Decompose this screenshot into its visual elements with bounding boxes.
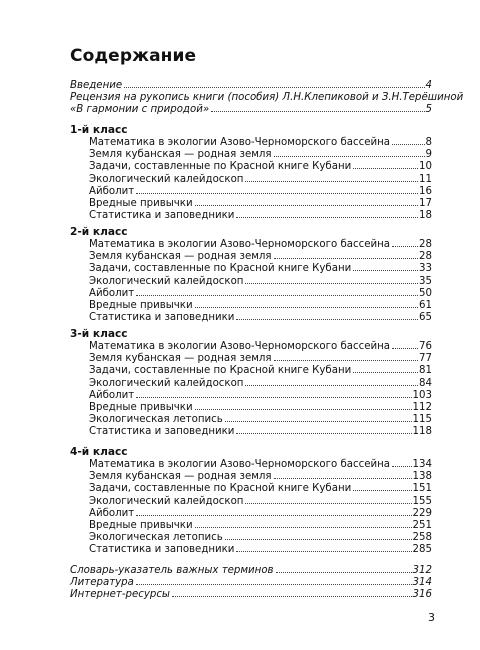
toc-entry-title: Введение (70, 80, 123, 91)
toc-entry-title: Математика в экологии Азово-Черноморского бассейна (89, 459, 391, 470)
toc-entry[interactable] (70, 483, 432, 495)
toc-entry-page: 84 (419, 377, 432, 389)
toc-entry[interactable] (70, 312, 432, 324)
toc-entry-title: Айболит (89, 287, 135, 299)
toc-entry-title: Экологический калейдоскоп (89, 377, 244, 389)
toc-entry-title: Земля кубанская — родная земля (89, 149, 272, 161)
toc-entry[interactable] (70, 80, 432, 92)
toc-entry[interactable] (70, 390, 432, 402)
toc-entry-page: 17 (419, 198, 432, 210)
toc-entry-title: Литература (70, 577, 134, 589)
toc-entry-title: Математика в экологии Азово-Черноморского бассейна (89, 239, 391, 250)
toc-entry-page: 5 (425, 104, 432, 116)
section-heading: 3-й класс (70, 328, 128, 340)
toc-entry-page: 35 (419, 275, 432, 287)
toc-entry[interactable] (70, 532, 432, 544)
toc-entry-page: 4 (425, 80, 432, 91)
toc-entry-title: «В гармонии с природой» (70, 104, 210, 116)
toc-review-line1: Рецензия на рукопись книги (пособия) Л.Н.Клепиковой и З.Н.Терёшиной (70, 92, 464, 104)
toc-entry-title: Математика в экологии Азово-Черноморского бассейна (89, 341, 391, 352)
toc-entry-page: 134 (412, 459, 432, 470)
toc-section-4 (70, 446, 432, 557)
toc-entry[interactable] (70, 288, 432, 300)
toc-entry-title: Интернет-ресурсы (70, 589, 170, 601)
toc-entry-page: 258 (412, 532, 432, 544)
toc-entry-title: Вредные привычки (89, 198, 193, 210)
toc-entry[interactable] (70, 161, 432, 173)
toc-entry-title: Задачи, составленные по Красной книге Кубани (89, 263, 352, 275)
toc-entry[interactable] (70, 300, 432, 312)
toc-entry[interactable] (70, 198, 432, 210)
toc-entry-title: Вредные привычки (89, 520, 193, 532)
toc-entry[interactable] (70, 544, 432, 556)
toc-entry-page: 151 (412, 483, 432, 495)
toc-entry-page: 316 (412, 589, 432, 601)
toc-section-2 (70, 226, 432, 324)
toc-entry[interactable] (70, 459, 432, 471)
toc-entry-page: 118 (412, 426, 432, 438)
toc-section-1 (70, 124, 432, 222)
toc-entry[interactable] (70, 263, 432, 275)
toc-entry-page: 8 (425, 137, 432, 148)
toc-entry[interactable] (70, 577, 432, 589)
toc-entry[interactable] (70, 251, 432, 263)
toc-entry[interactable] (70, 186, 432, 198)
toc-entry-title: Статистика и заповедники (89, 210, 235, 222)
toc-entry[interactable] (70, 341, 432, 353)
toc-entry[interactable] (70, 508, 432, 520)
toc-entry[interactable] (70, 174, 432, 186)
toc-entry-page: 314 (412, 577, 432, 589)
toc-entry[interactable] (70, 137, 432, 149)
toc-entry-title: Айболит (89, 507, 135, 519)
page-number: 3 (428, 611, 435, 624)
section-heading: 4-й класс (70, 446, 128, 458)
toc-entry[interactable] (70, 276, 432, 288)
toc-entry-title: Айболит (89, 389, 135, 401)
toc-section-3 (70, 328, 432, 439)
section-heading: 2-й класс (70, 226, 128, 238)
toc-entry-title: Математика в экологии Азово-Черноморского бассейна (89, 137, 391, 148)
toc-entry-title: Экологический калейдоскоп (89, 275, 244, 287)
toc-entry-page: 18 (419, 210, 432, 222)
toc-entry-page: 251 (412, 520, 432, 532)
toc-entry-title: Вредные привычки (89, 402, 193, 414)
toc-entry[interactable] (70, 496, 432, 508)
toc-entry-page: 65 (419, 312, 432, 324)
toc-entry[interactable] (70, 414, 432, 426)
toc-entry-page: 81 (419, 365, 432, 377)
toc-entry-page: 115 (412, 414, 432, 426)
toc-entry-page: 50 (419, 287, 432, 299)
toc-entry[interactable] (70, 402, 432, 414)
toc-entry-title: Экологическая летопись (89, 532, 223, 544)
toc-entry-page: 16 (419, 185, 432, 197)
toc-entry-title: Экологический калейдоскоп (89, 495, 244, 507)
toc-entry-title: Экологическая летопись (89, 414, 223, 426)
toc-entry-page: 76 (419, 341, 432, 352)
toc-entry[interactable] (70, 353, 432, 365)
toc-entry[interactable] (70, 239, 432, 251)
toc-entry-title: Экологический калейдоскоп (89, 173, 244, 185)
toc-entry-title: Земля кубанская — родная земля (89, 471, 272, 483)
toc-entry-title: Земля кубанская — родная земля (89, 353, 272, 365)
toc-appendix (70, 565, 432, 602)
toc-entry-title: Статистика и заповедники (89, 544, 235, 556)
toc-entry-title: Задачи, составленные по Красной книге Кубани (89, 161, 352, 173)
toc-entry-page: 138 (412, 471, 432, 483)
toc-intro (70, 80, 464, 117)
toc-entry[interactable] (70, 520, 432, 532)
toc-entry-page: 312 (412, 565, 432, 576)
toc-entry[interactable] (70, 378, 432, 390)
toc-entry-title: Словарь-указатель важных терминов (70, 565, 274, 576)
toc-entry-title: Задачи, составленные по Красной книге Кубани (89, 483, 352, 495)
section-heading: 1-й класс (70, 124, 128, 136)
toc-entry[interactable] (70, 426, 432, 438)
toc-entry[interactable] (70, 471, 432, 483)
toc-entry-page: 155 (412, 495, 432, 507)
page-title: Содержание (70, 46, 197, 66)
toc-entry-page: 61 (419, 300, 432, 312)
toc-entry[interactable] (70, 149, 432, 161)
toc-entry-page: 112 (412, 402, 432, 414)
toc-entry-page: 77 (419, 353, 432, 365)
toc-entry[interactable] (70, 210, 432, 222)
toc-entry-page: 9 (425, 149, 432, 161)
toc-entry-page: 285 (412, 544, 432, 556)
toc-entry-page: 33 (419, 263, 432, 275)
toc-entry-title: Айболит (89, 185, 135, 197)
toc-entry-page: 10 (419, 161, 432, 173)
toc-entry-page: 28 (419, 239, 432, 250)
toc-entry-page: 229 (412, 507, 432, 519)
toc-entry[interactable] (70, 589, 432, 601)
toc-entry[interactable] (70, 365, 432, 377)
toc-entry-title: Земля кубанская — родная земля (89, 251, 272, 263)
toc-entry-page: 103 (412, 389, 432, 401)
toc-entry-title: Вредные привычки (89, 300, 193, 312)
toc-entry-title: Задачи, составленные по Красной книге Кубани (89, 365, 352, 377)
toc-entry[interactable] (70, 565, 432, 577)
toc-entry[interactable] (70, 104, 432, 116)
toc-entry-title: Статистика и заповедники (89, 426, 235, 438)
toc-entry-page: 11 (419, 173, 432, 185)
toc-entry-title: Статистика и заповедники (89, 312, 235, 324)
toc-entry-page: 28 (419, 251, 432, 263)
